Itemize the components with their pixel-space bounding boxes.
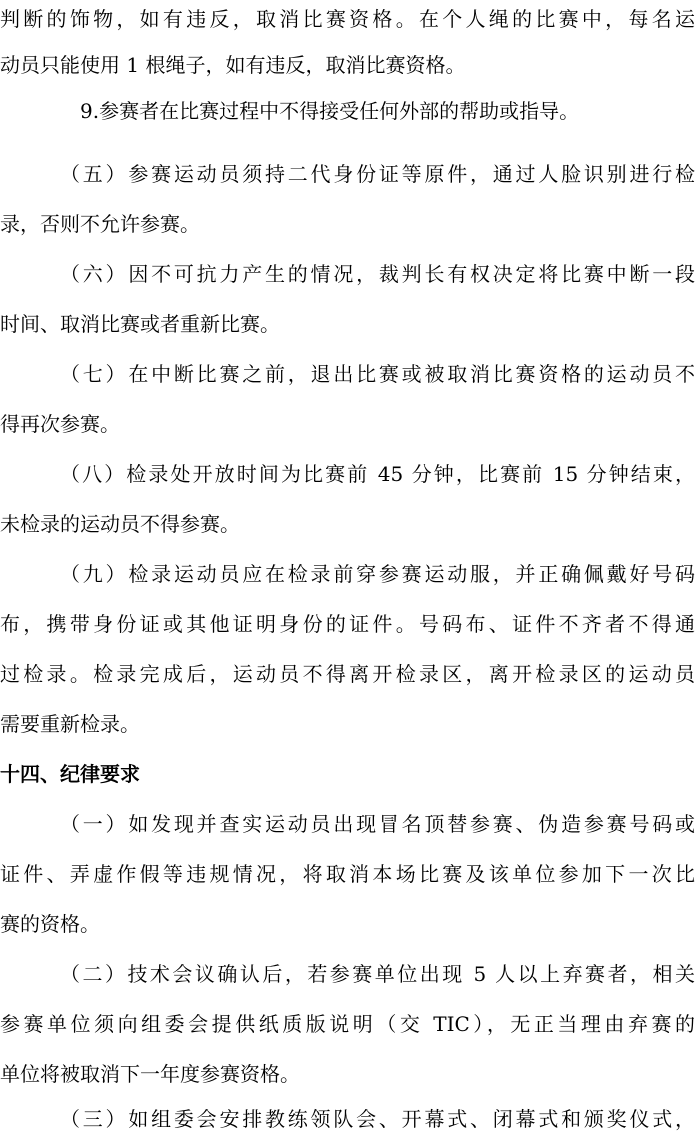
text-line: （五）参赛运动员须持二代身份证等原件，通过人脸识别进行检 <box>60 162 695 186</box>
text-line: 赛的资格。 <box>0 912 100 936</box>
text-line: 过检录。检录完成后，运动员不得离开检录区，离开检录区的运动员 <box>0 662 695 686</box>
text-line: 证件、弄虚作假等违规情况，将取消本场比赛及该单位参加下一次比 <box>0 862 695 886</box>
text-line: 动员只能使用 1 根绳子，如有违反，取消比赛资格。 <box>0 53 466 77</box>
text-line: 参赛单位须向组委会提供纸质版说明（交 TIC），无正当理由弃赛的 <box>0 1012 695 1036</box>
section-heading: 十四、纪律要求 <box>0 762 140 786</box>
text-line: 9.参赛者在比赛过程中不得接受任何外部的帮助或指导。 <box>80 99 580 123</box>
text-line: （八）检录处开放时间为比赛前 45 分钟，比赛前 15 分钟结束， <box>60 462 695 486</box>
text-line: 单位将被取消下一年度参赛资格。 <box>0 1062 300 1086</box>
text-line: （二）技术会议确认后，若参赛单位出现 5 人以上弃赛者，相关 <box>60 962 695 986</box>
text-line: （七）在中断比赛之前，退出比赛或被取消比赛资格的运动员不 <box>60 362 695 386</box>
text-line: 布，携带身份证或其他证明身份的证件。号码布、证件不齐者不得通 <box>0 612 695 636</box>
text-line: （六）因不可抗力产生的情况，裁判长有权决定将比赛中断一段 <box>60 262 695 286</box>
text-line: （九）检录运动员应在检录前穿参赛运动服，并正确佩戴好号码 <box>60 562 695 586</box>
text-line: （三）如组委会安排教练领队会、开幕式、闭幕式和颁奖仪式， <box>60 1107 695 1131</box>
text-line: 得再次参赛。 <box>0 412 120 436</box>
text-line: （一）如发现并查实运动员出现冒名顶替参赛、伪造参赛号码或 <box>60 812 695 836</box>
text-line: 时间、取消比赛或者重新比赛。 <box>0 312 280 336</box>
text-line: 需要重新检录。 <box>0 712 140 736</box>
text-line: 未检录的运动员不得参赛。 <box>0 512 240 536</box>
text-line: 判断的饰物，如有违反，取消比赛资格。在个人绳的比赛中，每名运 <box>0 7 695 31</box>
text-line: 录，否则不允许参赛。 <box>0 212 200 236</box>
